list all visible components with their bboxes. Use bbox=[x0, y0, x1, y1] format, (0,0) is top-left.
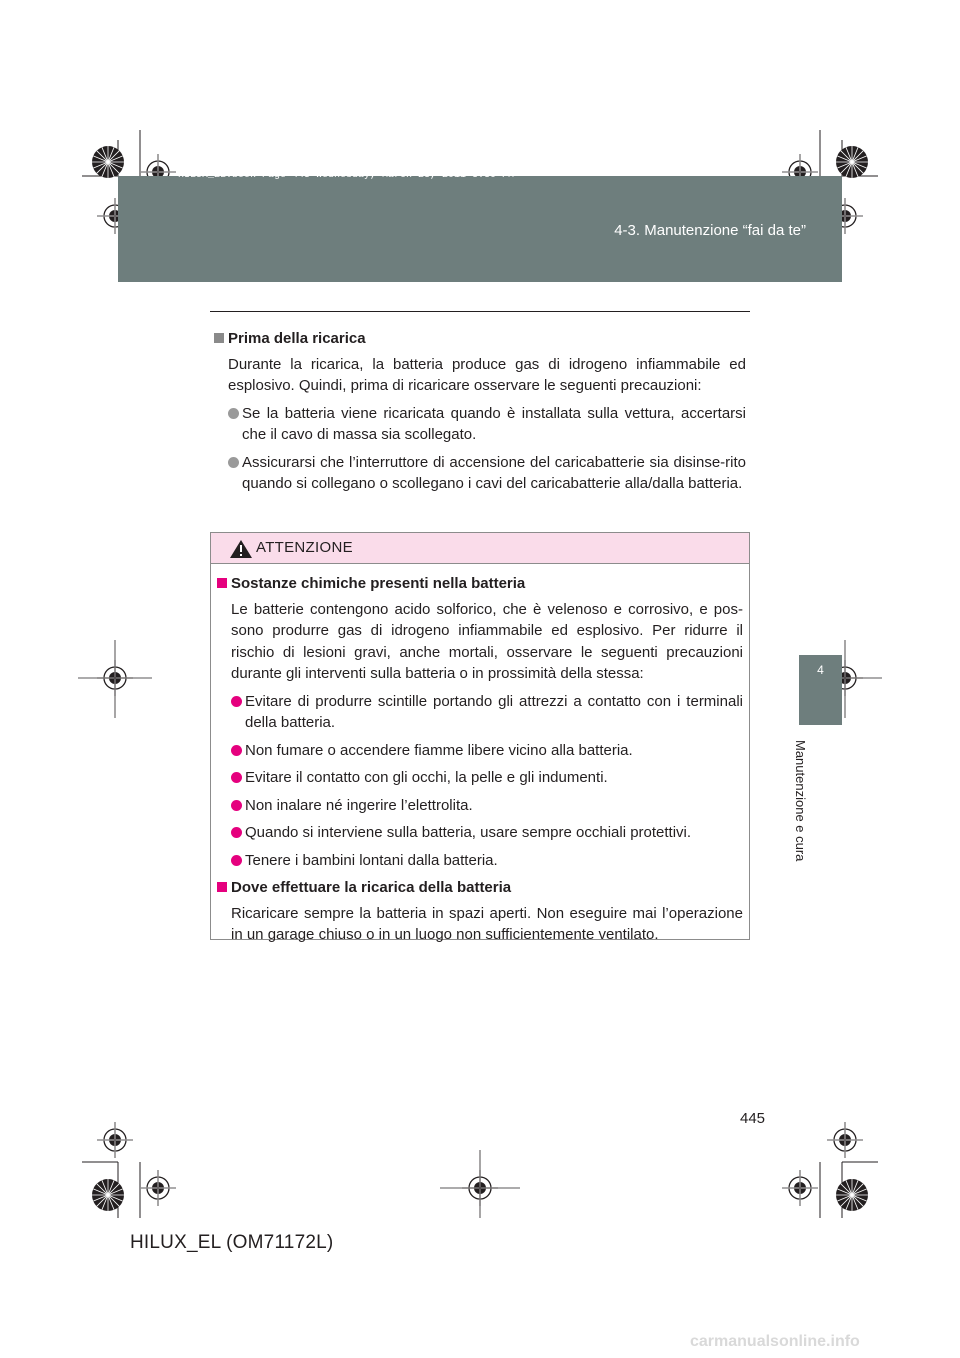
square-bullet-icon bbox=[214, 333, 224, 343]
warning-heading: Dove effettuare la ricarica della batteria bbox=[217, 877, 743, 899]
watermark-tld: .info bbox=[826, 1333, 860, 1350]
list-item: Evitare il contatto con gli occhi, la pelle e gli indumenti. bbox=[231, 767, 743, 789]
section-text: Durante la ricarica, la batteria produce gas di idrogeno infiammabile ed esplosivo. Quindi, prima di ricaricare osservare le seguenti precauzioni: bbox=[228, 355, 746, 394]
list-item: Assicurarsi che l’interruttore di accensione del caricabatterie sia disinse-rito quando si collegano o scollegano i cavi del caricabatterie alla/dalla batteria. bbox=[228, 452, 746, 495]
list-item: Se la batteria viene ricaricata quando è installata sulla vettura, accertarsi che il cavo di massa sia scollegato. bbox=[228, 403, 746, 446]
warning-header bbox=[211, 533, 749, 564]
chapter-number: 4 bbox=[817, 663, 824, 677]
round-bullet-icon bbox=[231, 855, 242, 866]
watermark bbox=[690, 1333, 860, 1351]
watermark-main: carmanualsonline bbox=[690, 1333, 827, 1350]
list-item: Non fumare o accendere fiamme libere vicino alla batteria. bbox=[231, 740, 743, 762]
warning-text: Le batterie contengono acido solforico, che è velenoso e corrosivo, e pos-sono produrre gas di idrogeno infiammabile ed esplosivo. Per ridurre il rischio di lesioni gravi, anche mortali, osservare le seguenti precauzioni durante gli interventi sulla batteria o in prossimità della stessa: bbox=[231, 600, 743, 682]
section-heading: Prima della ricarica bbox=[214, 328, 746, 350]
warning-box bbox=[210, 532, 750, 943]
round-bullet-icon bbox=[231, 745, 242, 756]
warning-title: ATTENZIONE bbox=[256, 539, 353, 556]
chapter-label: Manutenzione e cura bbox=[793, 740, 808, 862]
top-rule bbox=[210, 311, 750, 312]
warning-heading: Sostanze chimiche presenti nella batteria bbox=[217, 573, 743, 595]
round-bullet-icon bbox=[231, 827, 242, 838]
page-number: 445 bbox=[740, 1110, 766, 1127]
section-title: 4-3. Manutenzione “fai da te” bbox=[614, 222, 806, 239]
footer-code: HILUX_EL (OM71172L) bbox=[130, 1232, 334, 1253]
list-item: Evitare di produrre scintille portando gli attrezzi a contatto con i terminali della batteria. bbox=[231, 691, 743, 734]
round-bullet-icon bbox=[231, 800, 242, 811]
warning-text: Ricaricare sempre la batteria in spazi aperti. Non eseguire mai l’operazione in un garage chiuso o in un luogo non sufficientemente ventilato. bbox=[231, 904, 743, 943]
round-bullet-icon bbox=[228, 457, 239, 468]
warning-content bbox=[217, 573, 743, 946]
warning-triangle-icon bbox=[229, 539, 253, 559]
list-item: Tenere i bambini lontani dalla batteria. bbox=[231, 850, 743, 872]
book-note: HILUX_EL.book Page 445 Wednesday, March 23, 2011 3:30 PM bbox=[178, 170, 515, 181]
square-bullet-icon bbox=[217, 578, 227, 588]
round-bullet-icon bbox=[231, 696, 242, 707]
round-bullet-icon bbox=[231, 772, 242, 783]
square-bullet-icon bbox=[217, 882, 227, 892]
round-bullet-icon bbox=[228, 408, 239, 419]
list-item: Quando si interviene sulla batteria, usare sempre occhiali protettivi. bbox=[231, 822, 743, 844]
main-section bbox=[214, 328, 746, 495]
list-item: Non inalare né ingerire l’elettrolita. bbox=[231, 795, 743, 817]
